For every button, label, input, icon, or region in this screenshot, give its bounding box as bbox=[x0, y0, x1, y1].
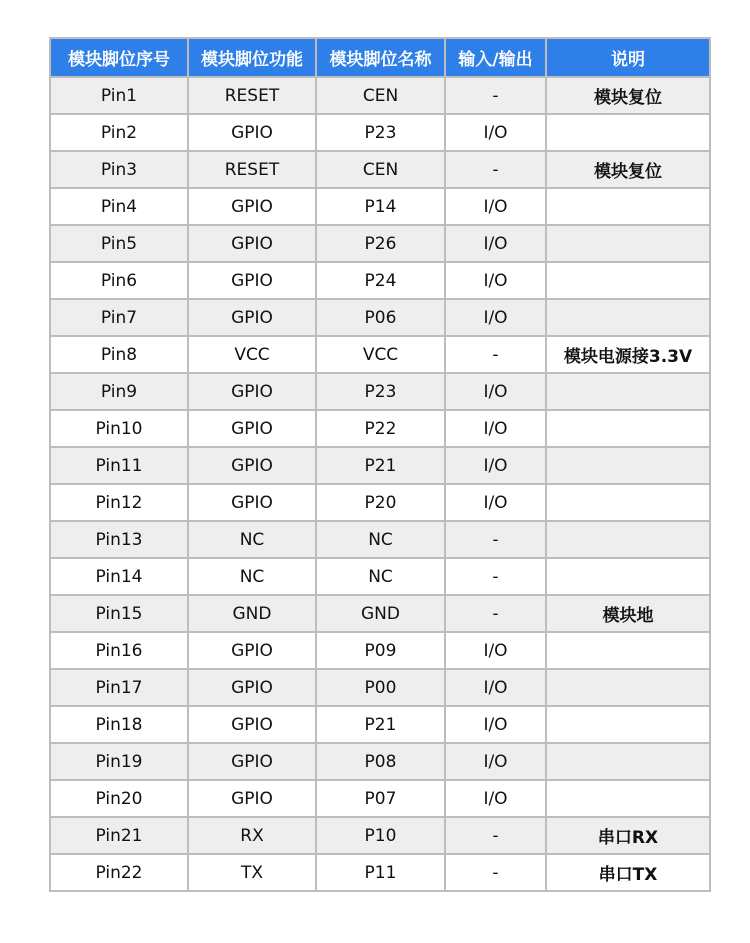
cell-io: - bbox=[445, 521, 546, 558]
cell-pin-number: Pin7 bbox=[50, 299, 188, 336]
cell-pin-name: P22 bbox=[316, 410, 445, 447]
cell-io: I/O bbox=[445, 632, 546, 669]
cell-pin-function: GPIO bbox=[188, 780, 316, 817]
table-row bbox=[50, 595, 710, 632]
cell-io: I/O bbox=[445, 447, 546, 484]
table-row bbox=[50, 743, 710, 780]
table-row bbox=[50, 410, 710, 447]
cell-pin-number: Pin6 bbox=[50, 262, 188, 299]
cell-description bbox=[546, 632, 710, 669]
cell-pin-name: P20 bbox=[316, 484, 445, 521]
cell-pin-function: GPIO bbox=[188, 484, 316, 521]
cell-description: 串口RX bbox=[546, 817, 710, 854]
cell-pin-number: Pin1 bbox=[50, 77, 188, 114]
cell-io: I/O bbox=[445, 188, 546, 225]
cell-description: 模块电源接3.3V bbox=[546, 336, 710, 373]
cell-pin-number: Pin4 bbox=[50, 188, 188, 225]
cell-pin-function: VCC bbox=[188, 336, 316, 373]
cell-description bbox=[546, 521, 710, 558]
cell-description bbox=[546, 188, 710, 225]
header-description: 说明 bbox=[546, 38, 710, 77]
cell-io: I/O bbox=[445, 225, 546, 262]
cell-io: I/O bbox=[445, 484, 546, 521]
cell-description: 模块复位 bbox=[546, 151, 710, 188]
cell-pin-function: GPIO bbox=[188, 114, 316, 151]
table-row bbox=[50, 188, 710, 225]
cell-description bbox=[546, 262, 710, 299]
table-row bbox=[50, 151, 710, 188]
cell-pin-function: TX bbox=[188, 854, 316, 891]
cell-pin-name: P23 bbox=[316, 373, 445, 410]
cell-pin-name: P07 bbox=[316, 780, 445, 817]
cell-pin-name: P21 bbox=[316, 706, 445, 743]
cell-io: I/O bbox=[445, 262, 546, 299]
table-row bbox=[50, 77, 710, 114]
cell-pin-number: Pin17 bbox=[50, 669, 188, 706]
cell-io: - bbox=[445, 854, 546, 891]
cell-pin-name: P26 bbox=[316, 225, 445, 262]
cell-pin-function: GPIO bbox=[188, 669, 316, 706]
cell-pin-name: P23 bbox=[316, 114, 445, 151]
table-row bbox=[50, 780, 710, 817]
cell-pin-number: Pin3 bbox=[50, 151, 188, 188]
cell-pin-name: P09 bbox=[316, 632, 445, 669]
cell-pin-function: GPIO bbox=[188, 743, 316, 780]
cell-io: I/O bbox=[445, 669, 546, 706]
cell-io: - bbox=[445, 817, 546, 854]
header-io: 输入/输出 bbox=[445, 38, 546, 77]
cell-description bbox=[546, 706, 710, 743]
cell-io: I/O bbox=[445, 743, 546, 780]
cell-description bbox=[546, 484, 710, 521]
header-pin-name: 模块脚位名称 bbox=[316, 38, 445, 77]
cell-description bbox=[546, 225, 710, 262]
cell-pin-function: NC bbox=[188, 521, 316, 558]
cell-io: I/O bbox=[445, 780, 546, 817]
cell-pin-number: Pin18 bbox=[50, 706, 188, 743]
cell-pin-number: Pin5 bbox=[50, 225, 188, 262]
cell-pin-function: GPIO bbox=[188, 299, 316, 336]
cell-pin-name: P24 bbox=[316, 262, 445, 299]
cell-pin-number: Pin9 bbox=[50, 373, 188, 410]
table-row bbox=[50, 521, 710, 558]
cell-pin-number: Pin15 bbox=[50, 595, 188, 632]
cell-pin-number: Pin22 bbox=[50, 854, 188, 891]
cell-io: I/O bbox=[445, 114, 546, 151]
cell-pin-function: RESET bbox=[188, 151, 316, 188]
cell-pin-name: P00 bbox=[316, 669, 445, 706]
cell-pin-function: RX bbox=[188, 817, 316, 854]
cell-pin-number: Pin8 bbox=[50, 336, 188, 373]
table-row bbox=[50, 558, 710, 595]
cell-pin-number: Pin12 bbox=[50, 484, 188, 521]
cell-pin-number: Pin19 bbox=[50, 743, 188, 780]
table-body bbox=[50, 77, 710, 891]
cell-description bbox=[546, 447, 710, 484]
table-row bbox=[50, 262, 710, 299]
cell-description bbox=[546, 299, 710, 336]
table-row bbox=[50, 854, 710, 891]
cell-description bbox=[546, 410, 710, 447]
cell-pin-function: GPIO bbox=[188, 447, 316, 484]
cell-description: 模块复位 bbox=[546, 77, 710, 114]
cell-pin-name: CEN bbox=[316, 77, 445, 114]
cell-pin-number: Pin21 bbox=[50, 817, 188, 854]
cell-io: - bbox=[445, 595, 546, 632]
cell-pin-function: GPIO bbox=[188, 188, 316, 225]
table-row bbox=[50, 632, 710, 669]
cell-io: - bbox=[445, 558, 546, 595]
cell-description bbox=[546, 780, 710, 817]
cell-pin-number: Pin14 bbox=[50, 558, 188, 595]
cell-pin-function: NC bbox=[188, 558, 316, 595]
cell-io: - bbox=[445, 336, 546, 373]
cell-io: I/O bbox=[445, 299, 546, 336]
cell-description bbox=[546, 669, 710, 706]
cell-description: 串口TX bbox=[546, 854, 710, 891]
cell-pin-number: Pin2 bbox=[50, 114, 188, 151]
cell-pin-number: Pin13 bbox=[50, 521, 188, 558]
cell-pin-name: NC bbox=[316, 558, 445, 595]
cell-pin-name: VCC bbox=[316, 336, 445, 373]
cell-io: - bbox=[445, 151, 546, 188]
table-row bbox=[50, 373, 710, 410]
cell-pin-name: P08 bbox=[316, 743, 445, 780]
table-row bbox=[50, 114, 710, 151]
cell-pin-name: CEN bbox=[316, 151, 445, 188]
table-row bbox=[50, 817, 710, 854]
cell-pin-function: GPIO bbox=[188, 706, 316, 743]
pin-definition-table bbox=[49, 37, 711, 892]
cell-pin-function: RESET bbox=[188, 77, 316, 114]
cell-pin-function: GPIO bbox=[188, 632, 316, 669]
cell-pin-function: GPIO bbox=[188, 373, 316, 410]
cell-pin-name: GND bbox=[316, 595, 445, 632]
cell-pin-function: GPIO bbox=[188, 262, 316, 299]
cell-io: I/O bbox=[445, 706, 546, 743]
table-row bbox=[50, 706, 710, 743]
cell-io: - bbox=[445, 77, 546, 114]
cell-pin-function: GND bbox=[188, 595, 316, 632]
cell-description: 模块地 bbox=[546, 595, 710, 632]
table-row bbox=[50, 484, 710, 521]
cell-pin-function: GPIO bbox=[188, 410, 316, 447]
table-row bbox=[50, 336, 710, 373]
cell-pin-name: P06 bbox=[316, 299, 445, 336]
cell-pin-name: NC bbox=[316, 521, 445, 558]
table-row bbox=[50, 225, 710, 262]
cell-description bbox=[546, 743, 710, 780]
cell-io: I/O bbox=[445, 410, 546, 447]
cell-pin-number: Pin20 bbox=[50, 780, 188, 817]
table-row bbox=[50, 299, 710, 336]
cell-pin-name: P11 bbox=[316, 854, 445, 891]
cell-pin-name: P21 bbox=[316, 447, 445, 484]
cell-pin-name: P10 bbox=[316, 817, 445, 854]
cell-io: I/O bbox=[445, 373, 546, 410]
cell-description bbox=[546, 558, 710, 595]
cell-pin-name: P14 bbox=[316, 188, 445, 225]
cell-pin-number: Pin11 bbox=[50, 447, 188, 484]
table-row bbox=[50, 447, 710, 484]
header-pin-function: 模块脚位功能 bbox=[188, 38, 316, 77]
cell-pin-number: Pin10 bbox=[50, 410, 188, 447]
cell-description bbox=[546, 114, 710, 151]
table-row bbox=[50, 669, 710, 706]
cell-description bbox=[546, 373, 710, 410]
cell-pin-number: Pin16 bbox=[50, 632, 188, 669]
table-header-row bbox=[50, 38, 710, 77]
header-pin-number: 模块脚位序号 bbox=[50, 38, 188, 77]
cell-pin-function: GPIO bbox=[188, 225, 316, 262]
